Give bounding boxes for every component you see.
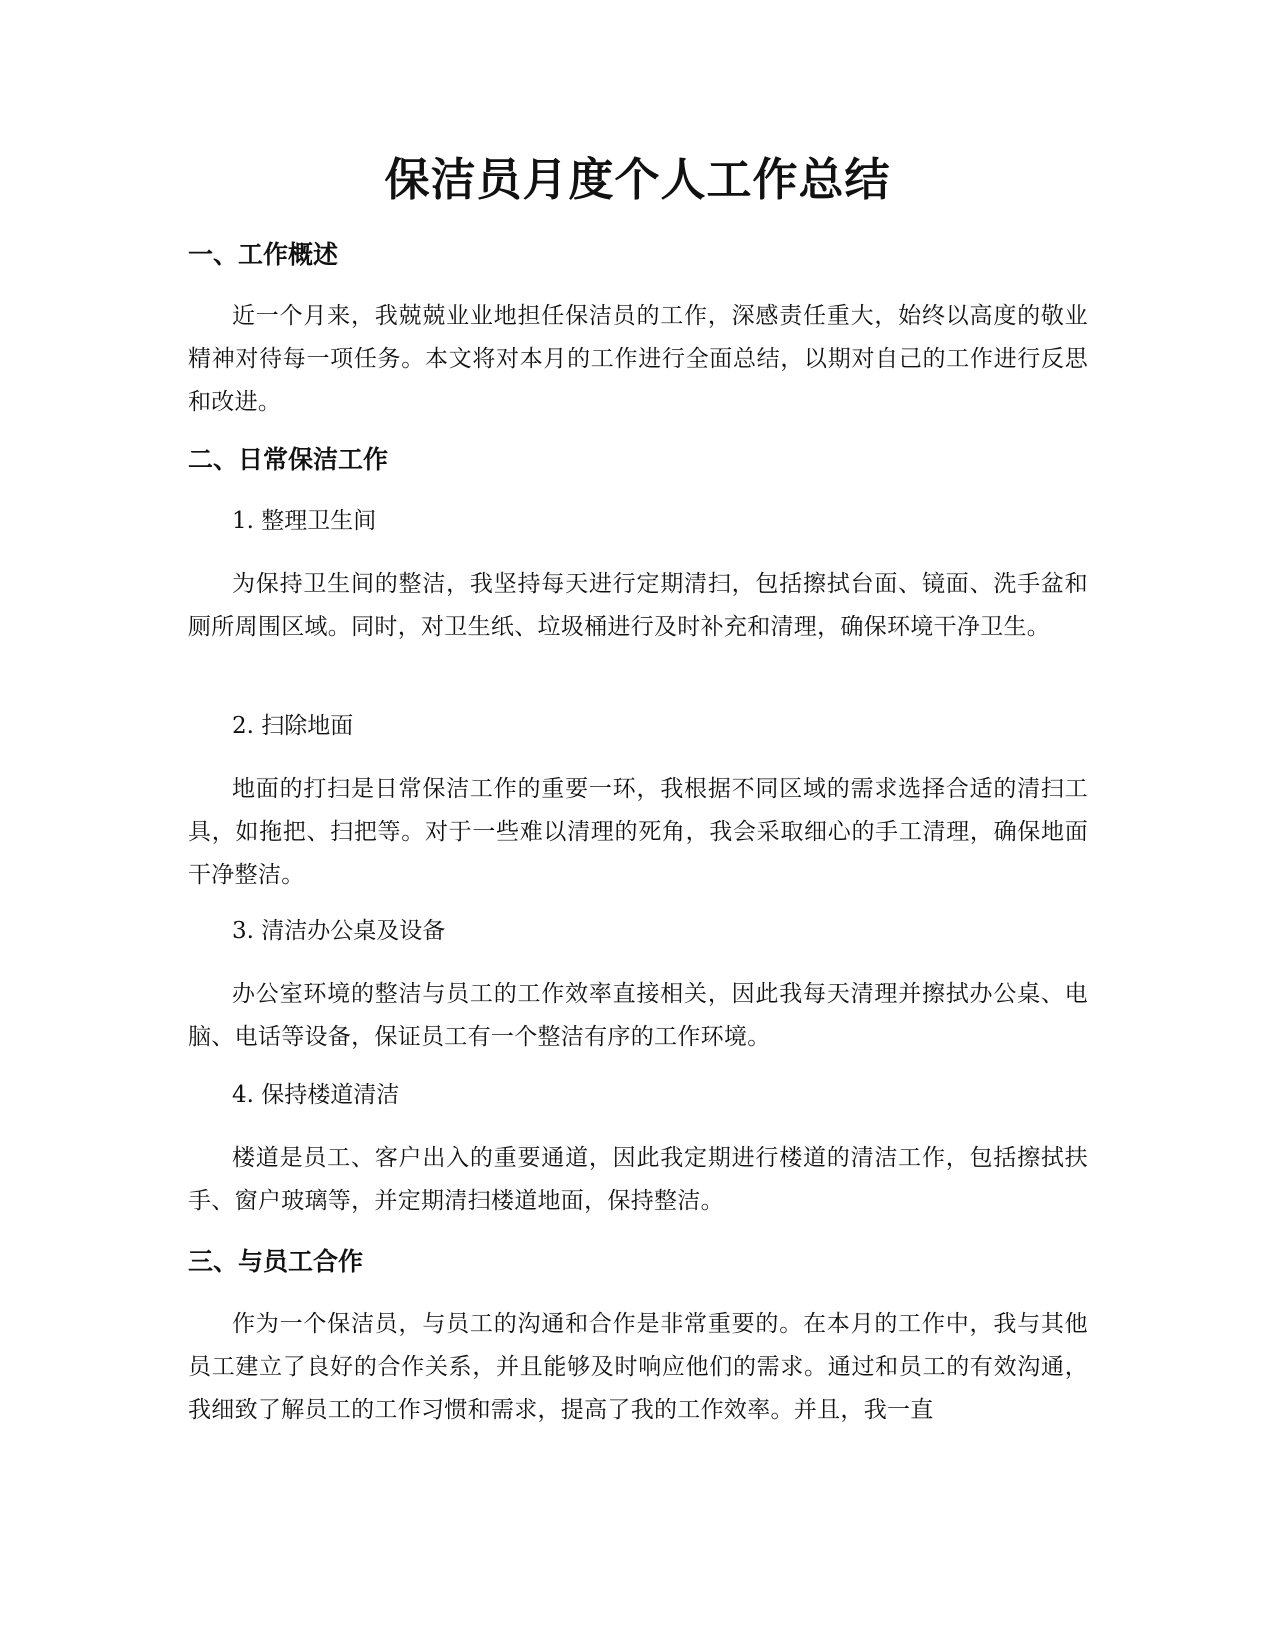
subitem-restroom-paragraph: 为保持卫生间的整洁，我坚持每天进行定期清扫，包括擦拭台面、镜面、洗手盆和厕所周围区域。同时，对卫生纸、垃圾桶进行及时补充和清理，确保环境干净卫生。 xyxy=(188,571,1088,640)
section-heading-overview: 一、工作概述 xyxy=(188,240,339,269)
document-title: 保洁员月度个人工作总结 xyxy=(384,153,891,206)
subitem-office-desk-paragraph: 办公室环境的整洁与员工的工作效率直接相关，因此我每天清理并擦拭办公桌、电脑、电话等设备，保证员工有一个整洁有序的工作环境。 xyxy=(188,981,1088,1050)
section-heading-daily-cleaning: 二、日常保洁工作 xyxy=(188,445,389,474)
section-heading-cooperation: 三、与员工合作 xyxy=(188,1247,364,1276)
overview-paragraph: 近一个月来，我兢兢业业地担任保洁员的工作，深感责任重大，始终以高度的敬业精神对待每一项任务。本文将对本月的工作进行全面总结，以期对自己的工作进行反思和改进。 xyxy=(188,303,1088,415)
subitem-corridor-label: 4. 保持楼道清洁 xyxy=(232,1082,400,1108)
cooperation-paragraph: 作为一个保洁员，与员工的沟通和合作是非常重要的。在本月的工作中，我与其他员工建立了良好的合作关系，并且能够及时响应他们的需求。通过和员工的有效沟通，我细致了解员工的工作习惯和需求，提高了我的工作效率。并且，我一直 xyxy=(188,1311,1088,1423)
subitem-floor-label: 2. 扫除地面 xyxy=(232,713,354,739)
subitem-restroom-label: 1. 整理卫生间 xyxy=(232,508,377,534)
subitem-office-desk-label: 3. 清洁办公桌及设备 xyxy=(232,918,446,944)
subitem-floor-paragraph: 地面的打扫是日常保洁工作的重要一环，我根据不同区域的需求选择合适的清扫工具，如拖把、扫把等。对于一些难以清理的死角，我会采取细心的手工清理，确保地面干净整洁。 xyxy=(188,776,1088,888)
subitem-corridor-paragraph: 楼道是员工、客户出入的重要通道，因此我定期进行楼道的清洁工作，包括擦拭扶手、窗户玻璃等，并定期清扫楼道地面，保持整洁。 xyxy=(188,1145,1088,1214)
